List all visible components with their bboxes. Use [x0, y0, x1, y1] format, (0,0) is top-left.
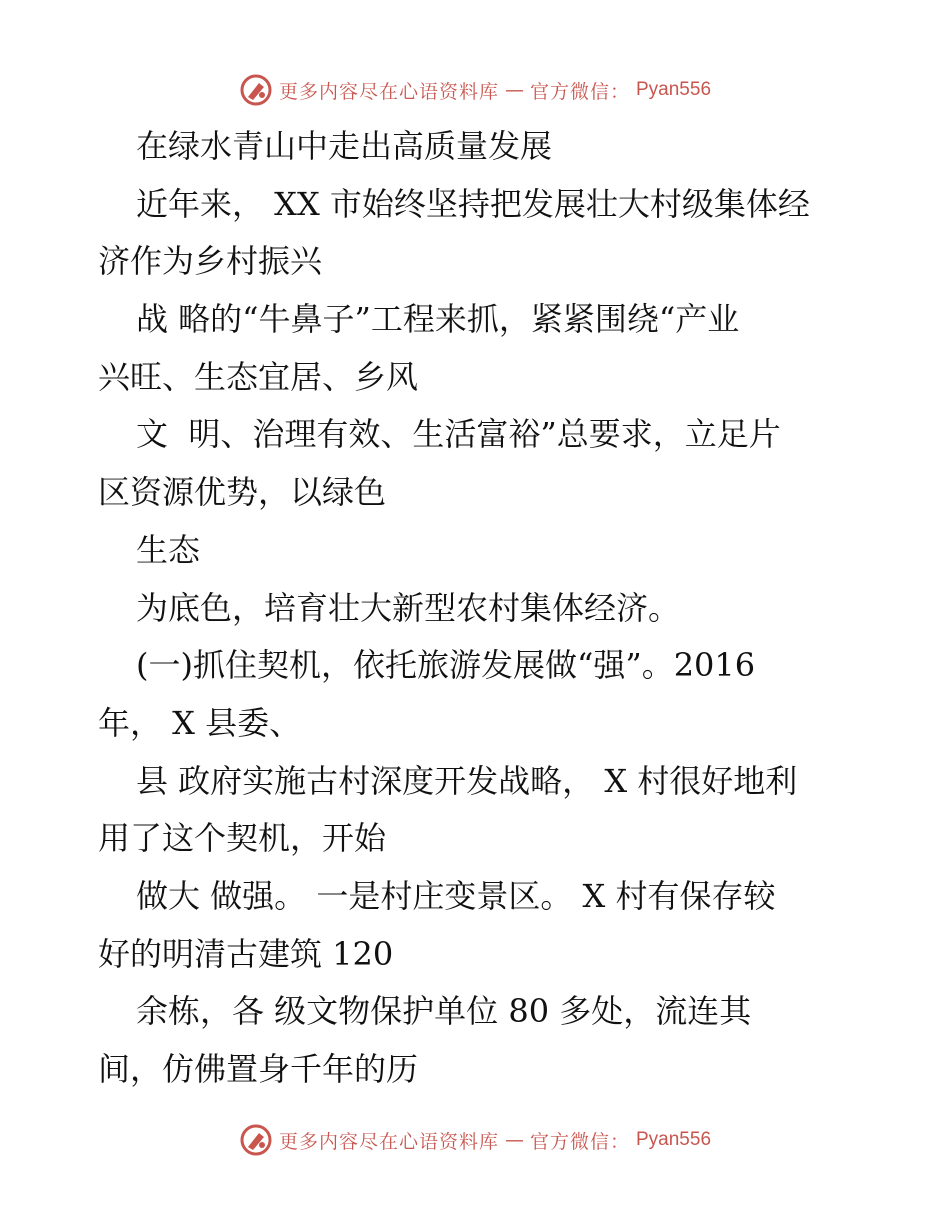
body-line: 好的明清古建筑 120 — [98, 934, 394, 973]
body-line: 济作为乡村振兴 — [98, 242, 323, 281]
body-line: 用了这个契机，开始 — [98, 819, 387, 858]
body-line: (一)抓住契机，依托旅游发展做“强”。2016 — [136, 646, 756, 685]
header-watermark — [0, 70, 950, 110]
watermark-separator: — — [504, 1129, 524, 1151]
body-line: 做大 做强。 一是村庄变景区。 X 村有保存较 — [136, 876, 776, 915]
watermark-separator: — — [504, 79, 524, 101]
body-line: 战 略的“牛鼻子”工程来抓，紧紧围绕“产业 — [136, 300, 740, 339]
body-line: 余栋，各 级文物保护单位 80 多处，流连其 — [136, 992, 752, 1031]
body-line: 生态 — [136, 530, 201, 569]
body-line: 区资源优势，以绿色 — [98, 473, 387, 512]
watermark-id: Pyan556 — [636, 1129, 712, 1150]
watermark-id: Pyan556 — [636, 79, 712, 100]
body-line: 间，仿佛置身千年的历 — [98, 1050, 419, 1088]
body-line: 县 政府实施古村深度开发战略， X 村很好地利 — [136, 761, 798, 800]
watermark-label: 官方微信： — [529, 80, 630, 103]
watermark-text: 更多内容尽在心语资料库 — [278, 80, 499, 103]
body-line: 近年来， XX 市始终坚持把发展壮大村级集体经 — [136, 184, 810, 223]
body-line: 为底色，培育壮大新型农村集体经济。 — [136, 588, 681, 627]
body-line: 年， X 县委、 — [98, 703, 302, 742]
logo-icon — [239, 1123, 273, 1157]
logo-icon — [239, 73, 273, 107]
document-body — [98, 118, 858, 1099]
watermark-label: 官方微信： — [529, 1130, 630, 1153]
body-line: 文 明、治理有效、生活富裕”总要求，立足片 — [136, 415, 781, 454]
body-line: 在绿水青山中走出高质量发展 — [136, 127, 553, 165]
footer-watermark — [0, 1120, 950, 1160]
watermark-text: 更多内容尽在心语资料库 — [278, 1130, 499, 1153]
body-line: 兴旺、生态宜居、乡风 — [98, 357, 419, 396]
